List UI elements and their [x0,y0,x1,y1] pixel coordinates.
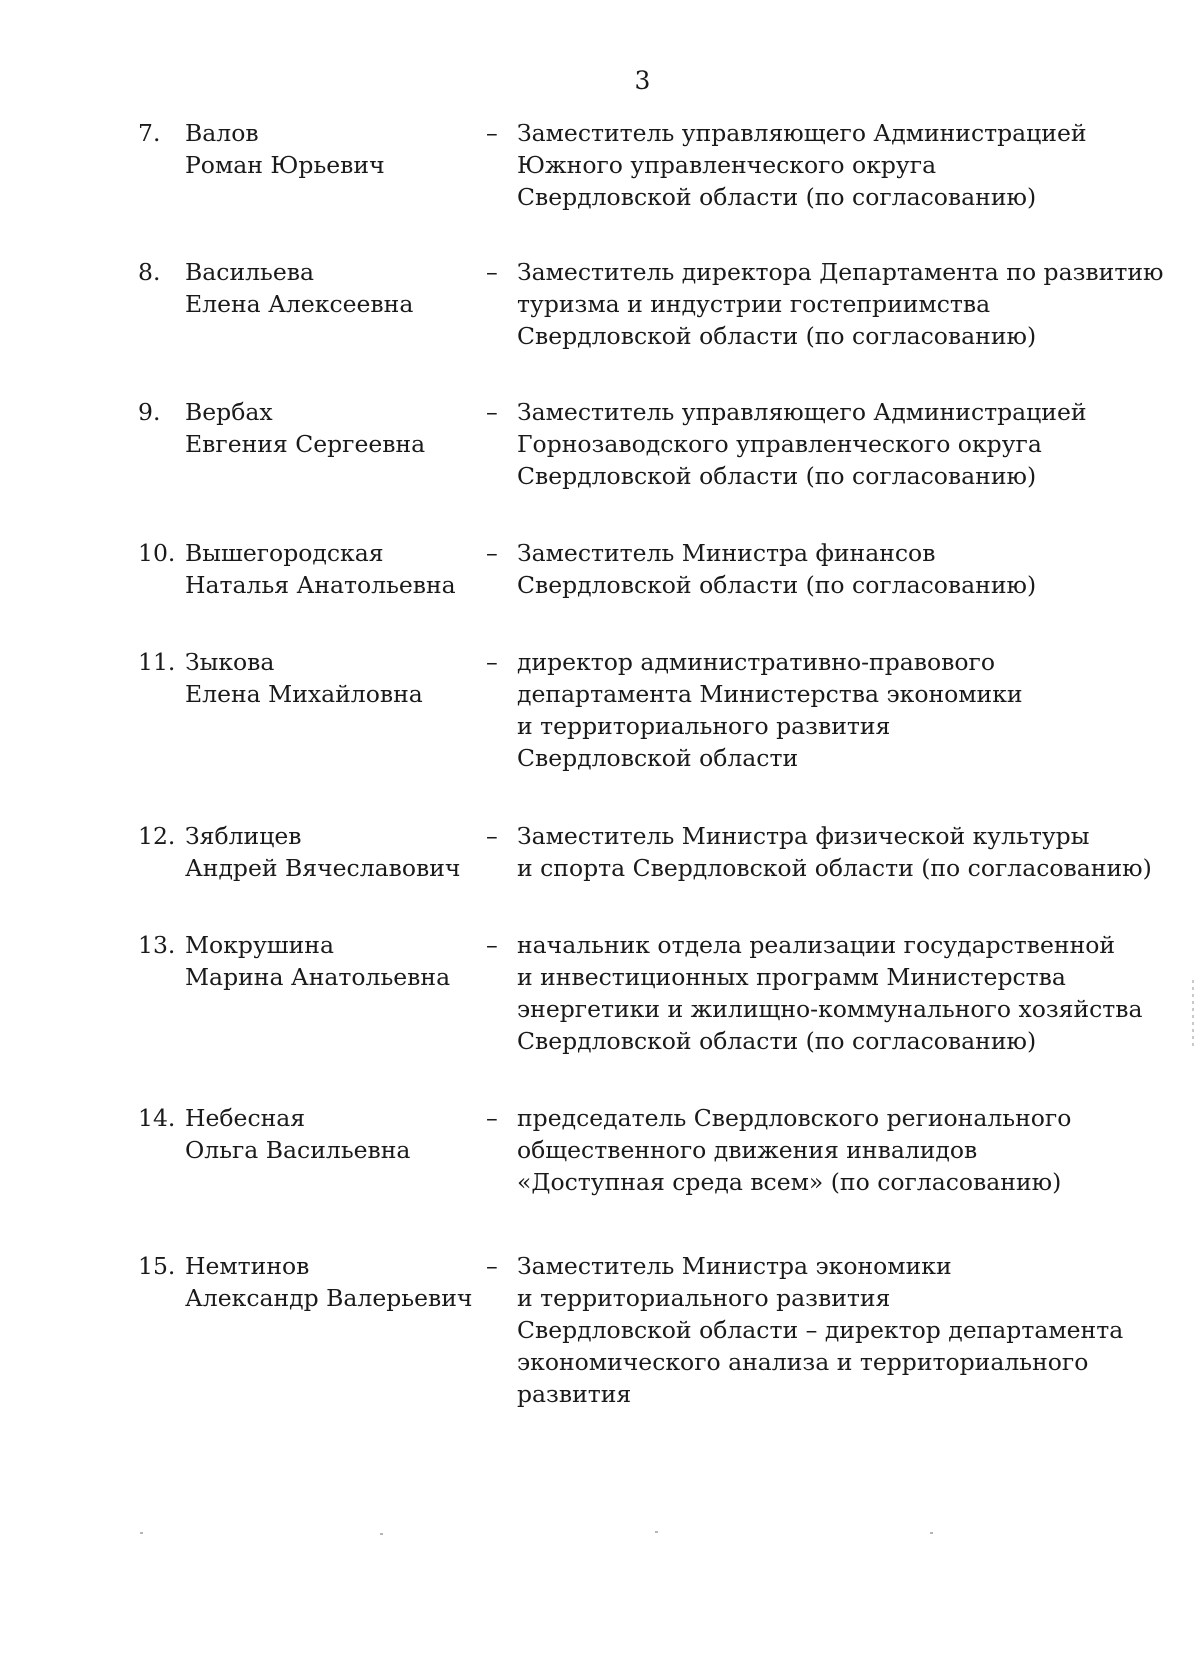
item-number: 15. [138,1252,176,1280]
position-line: Южного управленческого округа [517,151,937,179]
position-line: и территориального развития [517,712,891,740]
dash-separator: – [486,258,498,286]
person-name [185,396,475,460]
scan-speck [380,1533,383,1535]
surname: Васильева [185,258,314,286]
position-line: Свердловской области (по согласованию) [517,1027,1037,1055]
position-text [517,537,1197,601]
position-line: развития [517,1380,632,1408]
position-line: Заместитель Министра физической культуры [517,822,1090,850]
person-name [185,117,475,181]
position-line: энергетики и жилищно-коммунального хозяйства [517,995,1143,1023]
scan-edge-mark [1192,980,1194,1050]
scan-speck [655,1531,658,1533]
position-line: туризма и индустрии гостеприимства [517,290,991,318]
person-name [185,929,475,993]
dash-separator: – [486,931,498,959]
scan-speck [930,1532,933,1534]
position-line: Заместитель Министра экономики [517,1252,952,1280]
position-text [517,396,1197,492]
surname: Зыкова [185,648,275,676]
surname: Немтинов [185,1252,310,1280]
dash-separator: – [486,539,498,567]
person-name [185,1102,475,1166]
item-number: 8. [138,258,161,286]
scan-speck [140,1532,143,1534]
given-names: Андрей Вячеславович [185,854,461,882]
position-line: начальник отдела реализации государственной [517,931,1116,959]
given-names: Елена Алексеевна [185,290,414,318]
position-line: экономического анализа и территориального [517,1348,1089,1376]
item-number: 11. [138,648,176,676]
position-line: «Доступная среда всем» (по согласованию) [517,1168,1062,1196]
surname: Мокрушина [185,931,334,959]
dash-separator: – [486,822,498,850]
surname: Зяблицев [185,822,302,850]
dash-separator: – [486,648,498,676]
position-line: и спорта Свердловской области (по согласованию) [517,854,1152,882]
item-number: 13. [138,931,176,959]
position-line: Заместитель Министра финансов [517,539,936,567]
person-name [185,537,475,601]
item-number: 9. [138,398,161,426]
given-names: Елена Михайловна [185,680,423,708]
surname: Вышегородская [185,539,384,567]
surname: Вербах [185,398,273,426]
position-text [517,929,1197,1057]
item-number: 14. [138,1104,176,1132]
item-number: 12. [138,822,176,850]
position-text [517,117,1197,213]
position-line: Заместитель управляющего Администрацией [517,119,1087,147]
dash-separator: – [486,119,498,147]
surname: Валов [185,119,259,147]
given-names: Александр Валерьевич [185,1284,473,1312]
position-line: Свердловской области (по согласованию) [517,571,1037,599]
person-name [185,1250,475,1314]
surname: Небесная [185,1104,306,1132]
position-line: и инвестиционных программ Министерства [517,963,1066,991]
position-line: и территориального развития [517,1284,891,1312]
position-text [517,1102,1197,1198]
item-number: 7. [138,119,161,147]
item-number: 10. [138,539,176,567]
dash-separator: – [486,1104,498,1132]
position-line: Заместитель директора Департамента по развитию [517,258,1164,286]
person-name [185,820,475,884]
position-text [517,646,1197,774]
position-line: Свердловской области – директор департамента [517,1316,1124,1344]
position-text [517,820,1197,884]
position-line: Свердловской области [517,744,799,772]
position-text [517,1250,1197,1410]
person-name [185,256,475,320]
given-names: Наталья Анатольевна [185,571,456,599]
position-line: Горнозаводского управленческого округа [517,430,1042,458]
position-line: Свердловской области (по согласованию) [517,462,1037,490]
position-line: общественного движения инвалидов [517,1136,978,1164]
position-text [517,256,1197,352]
position-line: Свердловской области (по согласованию) [517,183,1037,211]
given-names: Евгения Сергеевна [185,430,426,458]
page-number: 3 [634,66,651,95]
given-names: Марина Анатольевна [185,963,451,991]
given-names: Ольга Васильевна [185,1136,411,1164]
position-line: Свердловской области (по согласованию) [517,322,1037,350]
dash-separator: – [486,1252,498,1280]
dash-separator: – [486,398,498,426]
person-name [185,646,475,710]
position-line: Заместитель управляющего Администрацией [517,398,1087,426]
position-line: департамента Министерства экономики [517,680,1023,708]
given-names: Роман Юрьевич [185,151,385,179]
position-line: директор административно-правового [517,648,995,676]
position-line: председатель Свердловского регионального [517,1104,1072,1132]
